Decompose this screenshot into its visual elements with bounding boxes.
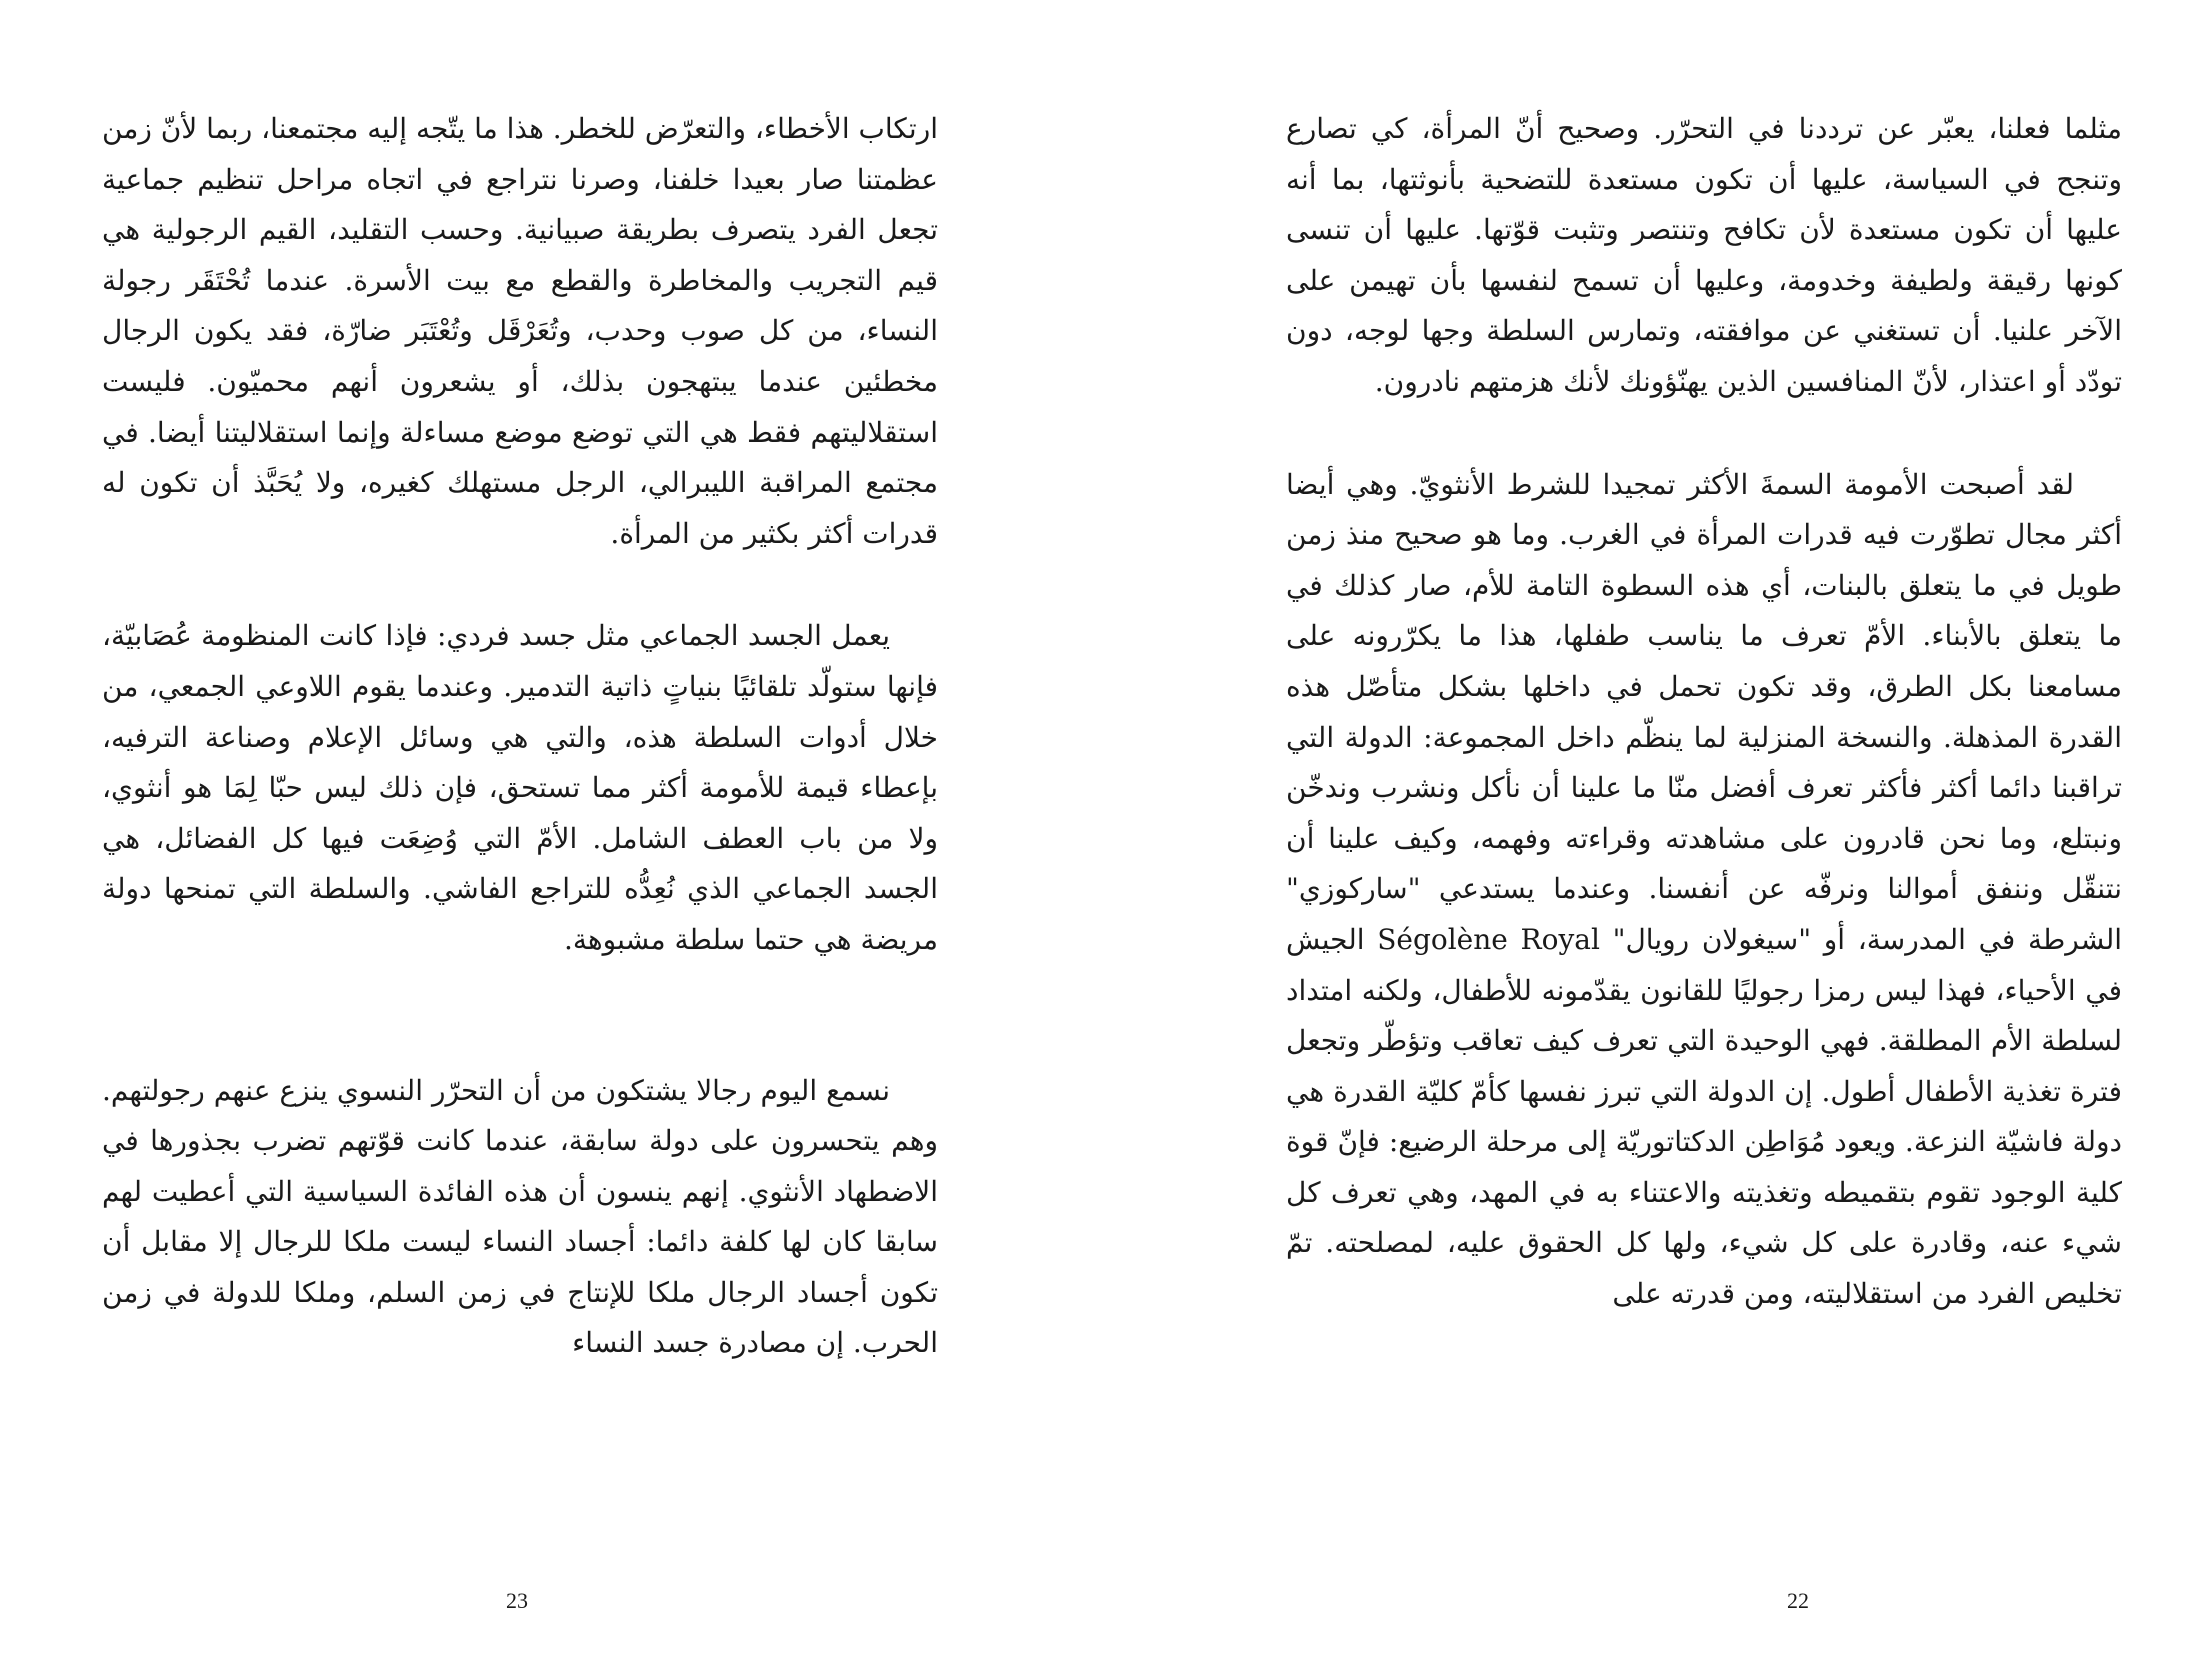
left-paragraph-3: نسمع اليوم رجالا يشتكون من أن التحرّر النسوي ينزع عنهم رجولتهم. وهم يتحسرون على دولة سابقة، عندما كانت قوّتهم تضرب بجذورها في الاضطهاد الأنثوي. إنهم ينسون أن هذه الفائدة السياسية التي أعطيت لهم سابقا كان لها كلفة دائما: أجساد النساء ليست ملكا للرجال إلا مقابل أن تكون أجساد الرجال ملكا للإنتاج في زمن السلم، وملكا للدولة في زمن الحرب. إن مصادرة جسد النساء [102,1073,938,1360]
left-paragraph-1: ارتكاب الأخطاء، والتعرّض للخطر. هذا ما يتّجه إليه مجتمعنا، ربما لأنّ زمن عظمتنا صار بعيدا خلفنا، وصرنا نتراجع في اتجاه مراحل تنظيم جماعية تجعل الفرد يتصرف بطريقة صبيانية. وحسب التقليد، القيم الرجولية هي قيم التجريب والمخاطرة والقطع مع بيت الأسرة. عندما تُحْتَقَر رجولة النساء، من كل صوب وحدب، وتُعَرْقَل وتُعْتَبَر ضارّة، فقد يكون الرجال مخطئين عندما يبتهجون بذلك، أو يشعرون أنهم محميّون. فليست استقلاليتهم فقط هي التي توضع موضع مساءلة وإنما استقلاليتنا أيضا. في مجتمع المراقبة الليبرالي، الرجل مستهلك كغيره، ولا يُحَبَّذ أن تكون له قدرات أكثر بكثير من المرأة. [102,112,938,550]
right-page-number: 22 [1787,1588,1809,1613]
left-paragraph-2: يعمل الجسد الجماعي مثل جسد فردي: فإذا كانت المنظومة عُصَابيّة، فإنها ستولّد تلقائيًا بنياتٍ ذاتية التدمير. وعندما يقوم اللاوعي الجمعي، من خلال أدوات السلطة هذه، والتي هي وسائل الإعلام وصناعة الترفيه، بإعطاء قيمة للأمومة أكثر مما تستحق، فإن ذلك ليس حبّا لِمَا هو أنثوي، ولا من باب العطف الشامل. الأمّ التي وُضِعَت فيها كل الفضائل، هي الجسد الجماعي الذي نُعِدُّه للتراجع الفاشي. والسلطة التي تمنحها دولة مريضة هي حتما سلطة مشبوهة. [102,619,938,956]
left-page-text [102,104,938,1369]
right-page [1102,0,2205,1654]
right-paragraph-1: مثلما فعلنا، يعبّر عن ترددنا في التحرّر. وصحيح أنّ المرأة، كي تصارع وتنجح في السياسة، عليها أن تكون مستعدة للتضحية بأنوثتها، بما أنه عليها أن تكون مستعدة لأن تكافح وتنتصر وتثبت قوّتها. عليها أن تنسى كونها رقيقة ولطيفة وخدومة، وعليها أن تسمح لنفسها بأن تهيمن على الآخر علنيا. أن تستغني عن موافقته، وتمارس السلطة وجها لوجه، دون تودّد أو اعتذار، لأنّ المنافسين الذين يهنّؤونك لأنك هزمتهم نادرون. [1286,112,2122,398]
left-page-number: 23 [506,1588,528,1613]
right-paragraph-2: لقد أصبحت الأمومة السمةَ الأكثر تمجيدا للشرط الأنثويّ. وهي أيضا أكثر مجال تطوّرت فيه قدرات المرأة في الغرب. وما هو صحيح منذ زمن طويل في ما يتعلق بالبنات، أي هذه السطوة التامة للأم، صار كذلك في ما يتعلق بالأبناء. الأمّ تعرف ما يناسب طفلها، هذا ما يكرّرونه على مسامعنا بكل الطرق، وقد تكون تحمل في داخلها بشكل متأصّل هذه القدرة المذهلة. والنسخة المنزلية لما ينظّم داخل المجموعة: الدولة التي تراقبنا دائما أكثر فأكثر تعرف أفضل منّا ما علينا أن نأكل ونشرب وندخّن ونبتلع، وما نحن قادرون على مشاهدته وقراءته وفهمه، وكيف علينا أن نتنقّل وننفق أموالنا ونرفّه عن أنفسنا. وعندما يستدعي "ساركوزي" الشرطة في المدرسة، أو "سيغولان رويال" Ségolène Royal الجيش في الأحياء، فهذا ليس رمزا رجوليًا للقانون يقدّمونه للأطفال، ولكنه امتداد لسلطة الأم المطلقة. فهي الوحيدة التي تعرف كيف تعاقب وتؤطّر وتجعل فترة تغذية الأطفال أطول. إن الدولة التي تبرز نفسها كأمّ كليّة القدرة هي دولة فاشيّة النزعة. ويعود مُوَاطِن الدكتاتوريّة إلى مرحلة الرضيع: فإنّ قوة كلية الوجود تقوم بتقميطه وتغذيته والاعتناء به في المهد، وهي تعرف كل شيء عنه، وقادرة على كل شيء، ولها كل الحقوق عليه، لمصلحته. تمّ تخليص الفرد من استقلاليته، ومن قدرته على [1286,467,2123,1311]
left-page [0,0,1102,1654]
right-page-text [1286,104,2122,1320]
